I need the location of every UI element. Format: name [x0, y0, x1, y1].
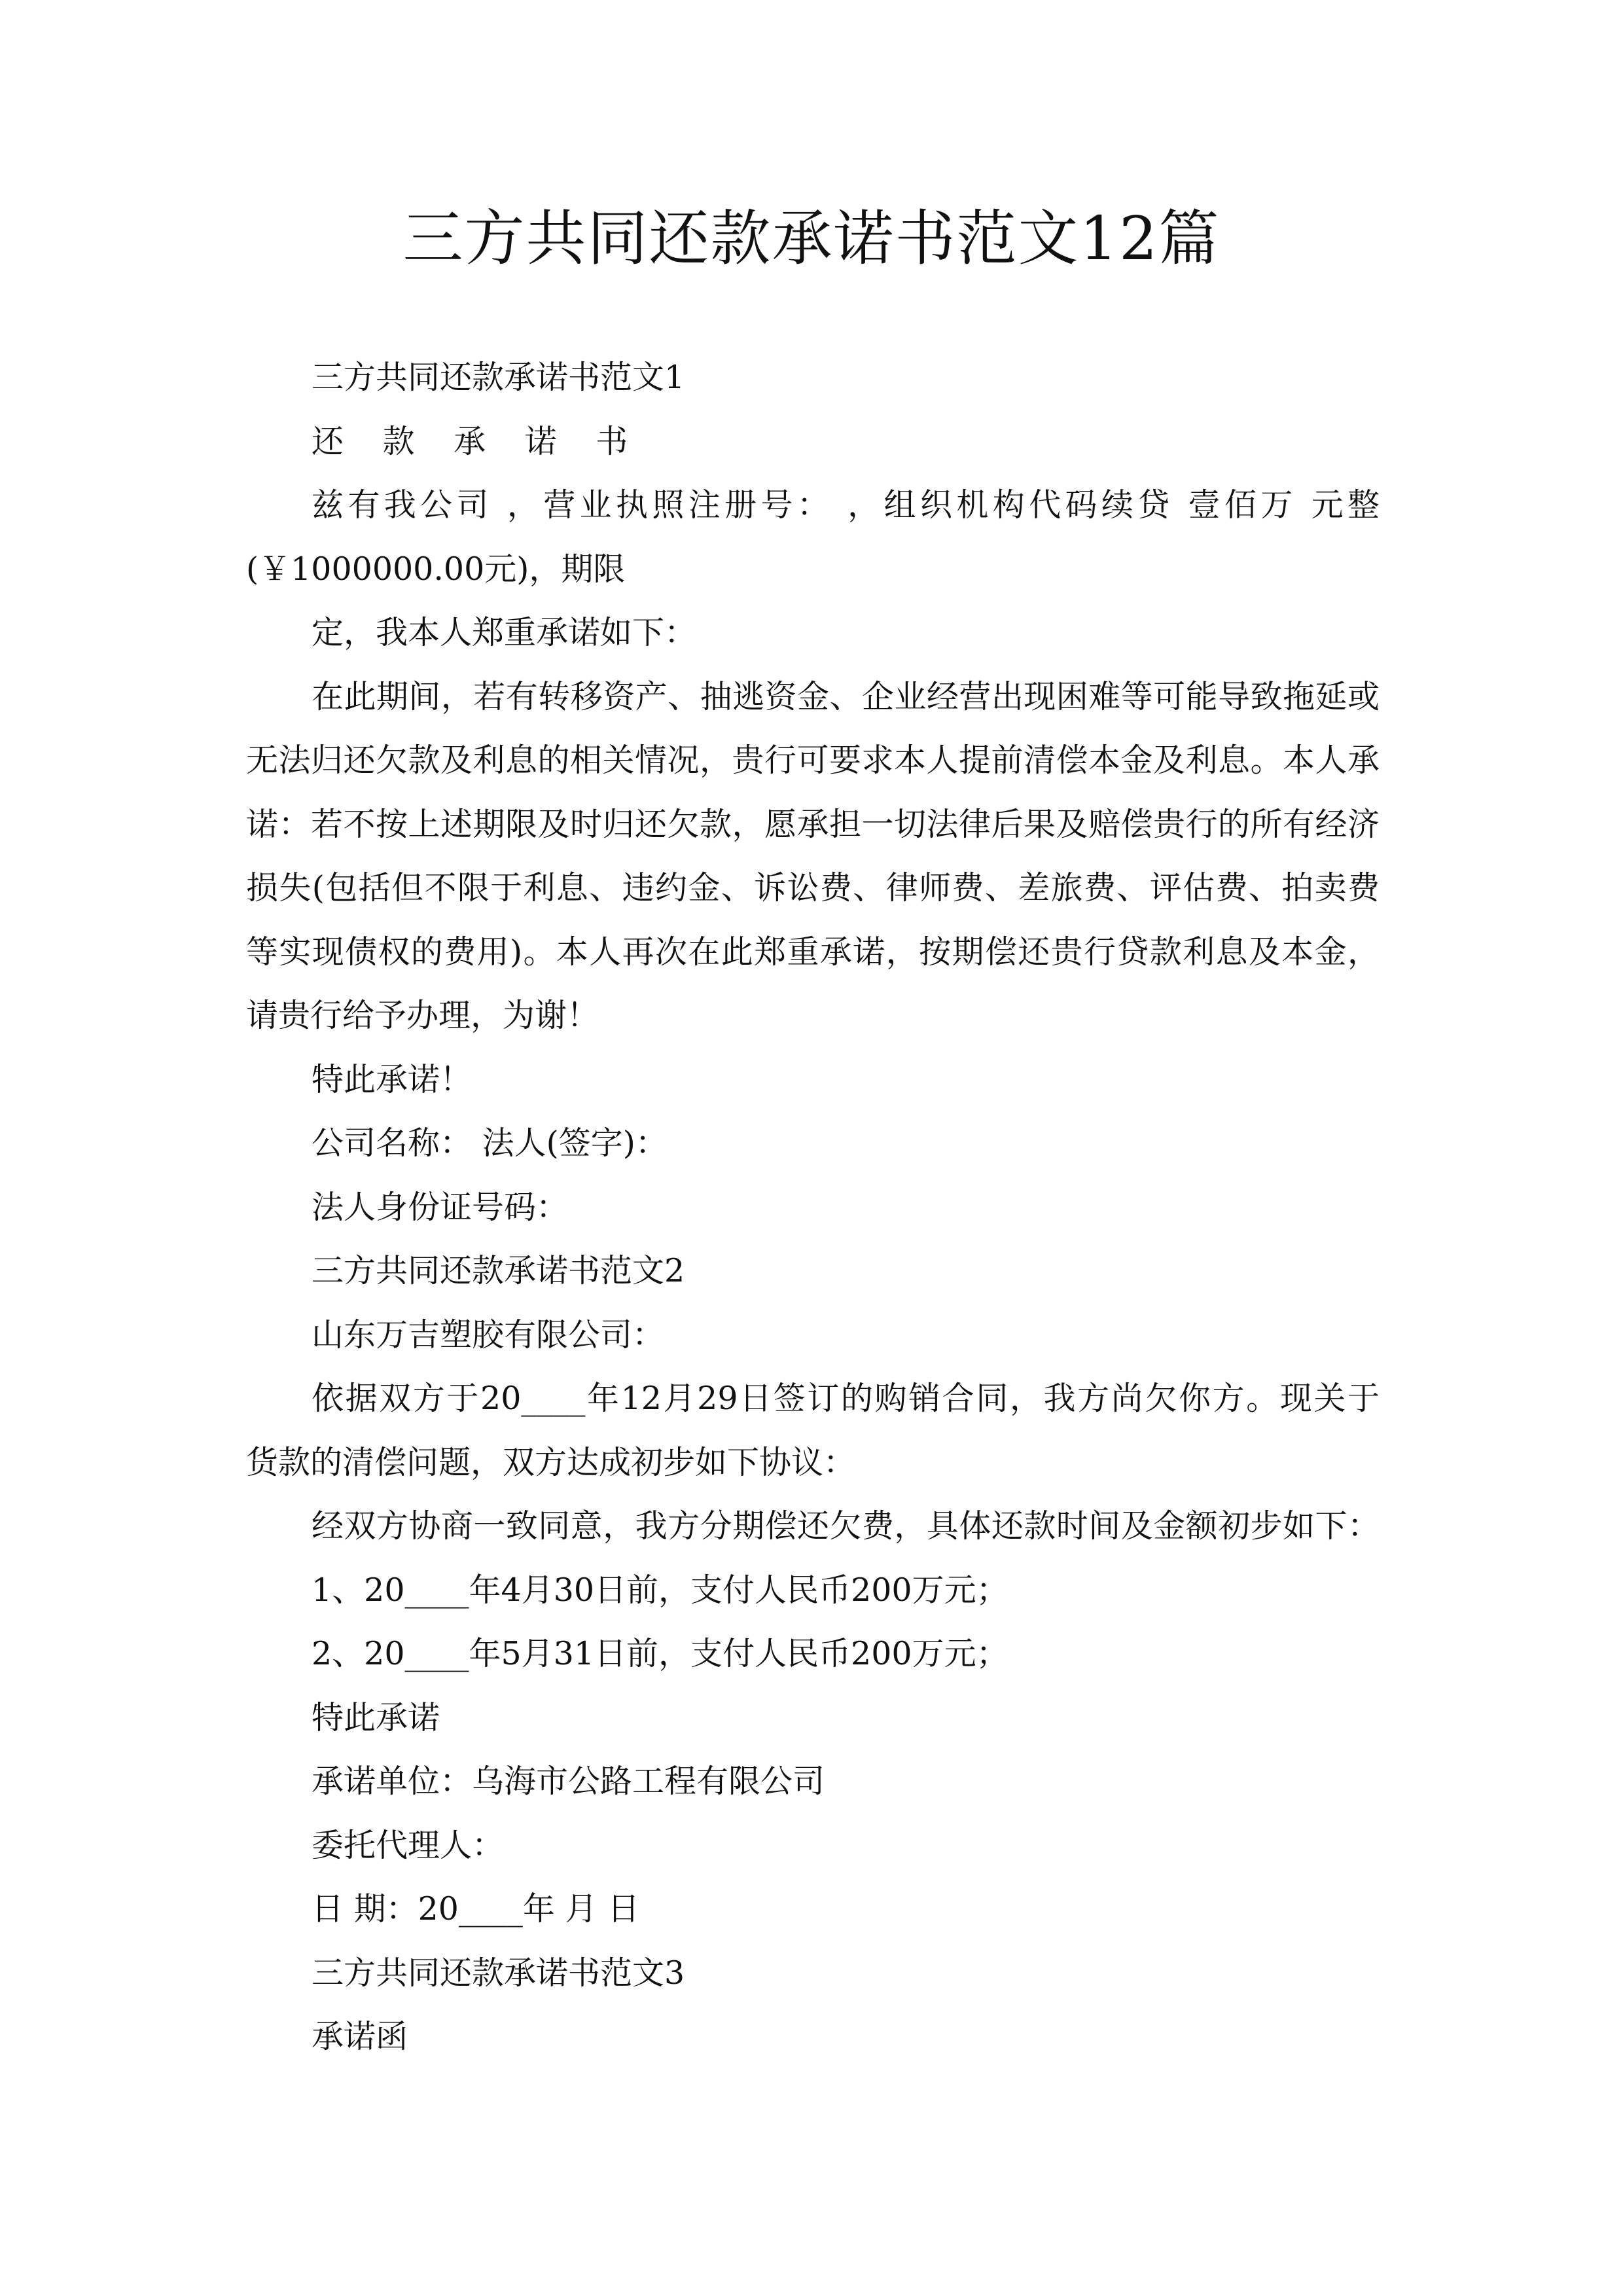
text-line: 无法归还欠款及利息的相关情况，贵行可要求本人提前清偿本金及利息。本人承	[246, 742, 1380, 779]
text-line: 公司名称： 法人(签字)：	[312, 1124, 668, 1162]
text-line: 法人身份证号码：	[312, 1188, 569, 1226]
text-line: 兹有我公司 ，营业执照注册号： ，组织机构代码续贷 壹佰万 元整	[312, 486, 1380, 524]
text-line: 货款的清偿问题，双方达成初步如下协议：	[246, 1443, 856, 1481]
text-line: 特此承诺！	[312, 1060, 473, 1098]
text-line: 三方共同还款承诺书范文2	[312, 1252, 685, 1289]
text-line: 委托代理人：	[312, 1826, 505, 1864]
text-line: 定，我本人郑重承诺如下：	[312, 614, 697, 651]
document-body	[246, 346, 1380, 2069]
document-title: 三方共同还款承诺书范文12篇	[402, 204, 1221, 274]
text-line: 损失(包括但不限于利息、违约金、诉讼费、律师费、差旅费、评估费、拍卖费	[246, 869, 1380, 906]
text-line: (￥1000000.00元)，期限	[246, 550, 626, 588]
text-line: 承诺单位：乌海市公路工程有限公司	[312, 1763, 825, 1800]
text-line: 诺：若不按上述期限及时归还欠款，愿承担一切法律后果及赔偿贵行的所有经济	[246, 805, 1380, 843]
text-line: 经双方协商一致同意，我方分期偿还欠费，具体还款时间及金额初步如下：	[312, 1507, 1380, 1545]
text-line: 三方共同还款承诺书范文1	[312, 359, 685, 396]
text-line: 2、20____年5月31日前，支付人民币200万元；	[312, 1635, 1008, 1672]
text-line: 日 期：20____年 月 日	[312, 1890, 640, 1928]
text-line: 等实现债权的费用)。本人再次在此郑重承诺，按期偿还贵行贷款利息及本金，	[246, 933, 1380, 971]
text-line: 三方共同还款承诺书范文3	[312, 1954, 685, 1992]
text-line: 山东万吉塑胶有限公司：	[312, 1316, 665, 1354]
text-line: 1、20____年4月30日前，支付人民币200万元；	[312, 1571, 1008, 1609]
text-line: 请贵行给予办理，为谢！	[246, 997, 599, 1034]
text-line: 依据双方于20____年12月29日签订的购销合同，我方尚欠你方。现关于	[312, 1380, 1380, 1417]
text-line: 特此承诺	[312, 1698, 440, 1736]
text-line: 还 款 承 诺 书	[312, 422, 643, 460]
text-line: 在此期间，若有转移资产、抽逃资金、企业经营出现困难等可能导致拖延或	[312, 677, 1380, 715]
text-line: 承诺函	[312, 2018, 408, 2055]
